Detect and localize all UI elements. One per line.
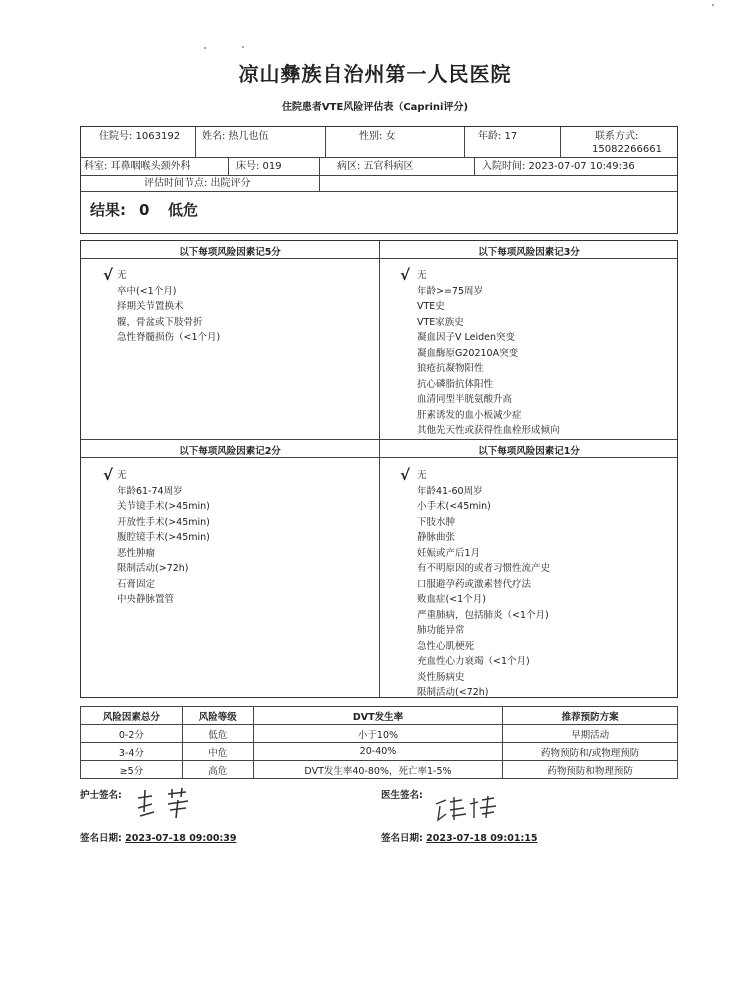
section-one-items (417, 468, 550, 701)
table-cell: 药物预防和物理预防 (503, 761, 678, 779)
list-item: 凝血因子V Leiden突变 (417, 332, 516, 343)
list-item: 无 (417, 470, 427, 481)
column-header: DVT发生率 (253, 707, 503, 725)
list-item: 年龄61-74周岁 (117, 485, 183, 497)
list-item: 恶性肿瘤 (117, 547, 156, 559)
list-item: 抗心磷脂抗体阳性 (417, 378, 494, 390)
nurse-date-label: 签名日期: (80, 833, 122, 844)
scan-speck (712, 4, 714, 6)
list-item: 腹腔镜手术(>45min) (117, 532, 210, 543)
section-two-items (117, 468, 210, 608)
list-item: 妊娠或产后1月 (417, 547, 481, 559)
list-item: 急性脊髓损伤（<1个月) (117, 332, 221, 343)
list-item: 有不明原因的或者习惯性流产史 (417, 563, 551, 574)
doctor-date-value: 2023-07-18 09:01:15 (426, 833, 538, 844)
section-five-title: 以下每项风险因素记5分 (179, 247, 281, 258)
patient-gender: 性别: 女 (359, 131, 396, 142)
list-item: 石膏固定 (117, 578, 156, 590)
table-cell: 0-2分 (81, 725, 183, 743)
contact-value: 15082266661 (592, 144, 662, 155)
column-header: 风险因素总分 (81, 707, 183, 725)
column-header: 推荐预防方案 (503, 707, 678, 725)
list-item: 髋，骨盆或下肢骨折 (117, 316, 203, 328)
result-score: 0 (139, 201, 150, 219)
table-cell: DVT发生率40-80%，死亡率1-5% (253, 761, 503, 779)
table-row (81, 761, 678, 779)
admission-number: 住院号: 1063192 (99, 131, 181, 142)
table-cell: 20-40% (253, 743, 503, 761)
list-item: 凝血酶原G20210A突变 (417, 347, 519, 359)
hospital-name: 凉山彝族自治州第一人民医院 (238, 62, 512, 86)
check-mark: √ (103, 266, 114, 284)
contact-label: 联系方式: (595, 131, 639, 142)
doctor-date-label: 签名日期: (381, 833, 423, 844)
ward: 病区: 五官科病区 (337, 161, 414, 172)
scan-speck (204, 47, 206, 49)
list-item: 下肢水肿 (417, 516, 456, 528)
column-header: 风险等级 (182, 707, 253, 725)
check-mark: √ (400, 466, 411, 484)
table-cell: 药物预防和/或物理预防 (503, 743, 678, 761)
bed-number: 床号: 019 (236, 161, 282, 172)
nurse-sign-date (80, 830, 236, 844)
list-item: 静脉曲张 (417, 532, 456, 543)
table-row (81, 725, 678, 743)
list-item: 炎性肠病史 (417, 671, 465, 683)
table-cell: ≥5分 (81, 761, 183, 779)
list-item: 肺功能异常 (417, 625, 465, 636)
list-item: 开放性手术(>45min) (117, 516, 210, 528)
scan-speck (242, 46, 244, 48)
list-item: 限制活动(>72h) (117, 563, 189, 574)
list-item: 中央静脉置管 (117, 594, 175, 605)
risk-factor-box (80, 240, 678, 698)
nurse-signature (132, 786, 202, 820)
list-item: VTE史 (417, 301, 445, 312)
table-cell: 中危 (182, 743, 253, 761)
list-item: 小手术(<45min) (417, 501, 491, 512)
list-item: 充血性心力衰竭（<1个月) (417, 656, 530, 667)
section-three-title: 以下每项风险因素记3分 (478, 247, 580, 258)
table-cell: 高危 (182, 761, 253, 779)
doctor-sign-date (381, 830, 537, 844)
list-item: 关节镜手术(>45min) (117, 501, 210, 512)
doctor-signature-label: 医生签名: (381, 790, 423, 801)
list-item: 败血症(<1个月) (417, 594, 486, 605)
evaluation-node: 评估时间节点: 出院评分 (144, 178, 251, 189)
list-item: 年龄>=75周岁 (417, 285, 484, 297)
list-item: 血清同型半胱氨酸升高 (417, 394, 513, 405)
risk-level-table (80, 706, 678, 779)
list-item: 卒中(<1个月) (117, 285, 177, 297)
list-item: 急性心肌梗死 (417, 640, 475, 652)
result-label: 结果: (90, 201, 126, 219)
table-cell: 小于10% (253, 725, 503, 743)
list-item: VTE家族史 (417, 316, 464, 328)
table-header-row (81, 707, 678, 725)
patient-info-box (80, 126, 678, 234)
list-item: 年龄41-60周岁 (417, 485, 483, 497)
list-item: 狼疮抗凝物阳性 (417, 363, 484, 374)
list-item: 其他先天性或获得性血栓形成倾向 (417, 425, 560, 436)
list-item: 无 (117, 470, 127, 481)
list-item: 无 (117, 270, 127, 281)
list-item: 口服避孕药或激素替代疗法 (417, 578, 532, 590)
table-row (81, 743, 678, 761)
form-title: 住院患者VTE风险评估表（Caprini评分) (281, 102, 469, 113)
list-item: 无 (417, 270, 427, 281)
section-five-items (117, 268, 220, 346)
nurse-date-value: 2023-07-18 09:00:39 (125, 833, 237, 844)
result-level: 低危 (168, 201, 199, 219)
doctor-signature (432, 794, 502, 824)
table-cell: 低危 (182, 725, 253, 743)
nurse-signature-label: 护士签名: (80, 790, 122, 801)
section-one-title: 以下每项风险因素记1分 (478, 446, 580, 457)
check-mark: √ (103, 466, 114, 484)
list-item: 严重肺病，包括肺炎（<1个月) (417, 609, 549, 621)
list-item: 择期关节置换术 (117, 301, 184, 312)
department: 科室: 耳鼻咽喉头颈外科 (84, 161, 191, 172)
table-cell: 3-4分 (81, 743, 183, 761)
table-cell: 早期活动 (503, 725, 678, 743)
section-two-title: 以下每项风险因素记2分 (179, 446, 281, 457)
list-item: 限制活动(<72h) (417, 687, 489, 698)
patient-age: 年龄: 17 (478, 131, 518, 142)
admission-time: 入院时间: 2023-07-07 10:49:36 (482, 161, 635, 172)
check-mark: √ (400, 266, 411, 284)
section-three-items (417, 268, 560, 439)
patient-name: 姓名: 热几也伍 (202, 131, 269, 142)
list-item: 肝素诱发的血小板减少症 (417, 409, 522, 421)
